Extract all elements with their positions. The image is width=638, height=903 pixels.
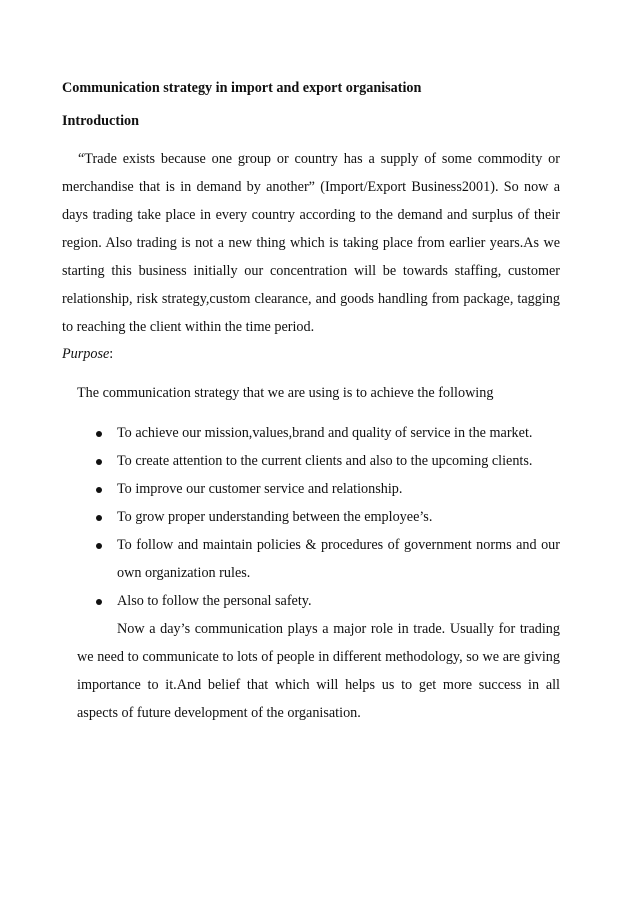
bullet-icon xyxy=(96,459,102,465)
bullet-text: To achieve our mission,values,brand and quality of service in the market. xyxy=(117,425,533,441)
introduction-heading: Introduction xyxy=(62,113,139,129)
bullet-icon xyxy=(96,515,102,521)
list-item xyxy=(77,503,560,531)
purpose-colon: : xyxy=(109,346,114,362)
bullet-text: To grow proper understanding between the employee’s. xyxy=(117,509,433,525)
bullet-text: To follow and maintain policies & procedures of government norms and our own organization rules. xyxy=(117,537,560,581)
closing-paragraph: Now a day’s communication plays a major role in trade. Usually for trading we need to communicate to lots of people in different methodology, so we are giving importance to it.And belief that which will helps us to get more success in all aspects of future development of the organisation. xyxy=(77,621,560,721)
bullet-icon xyxy=(96,431,102,437)
list-item xyxy=(77,531,560,587)
purpose-label: Purpose xyxy=(62,346,110,362)
document-title: Communication strategy in import and export organisation xyxy=(62,80,422,96)
purpose-heading xyxy=(62,345,113,363)
purpose-bullet-list xyxy=(77,419,560,615)
bullet-text: Also to follow the personal safety. xyxy=(117,593,312,609)
bullet-icon xyxy=(96,599,102,605)
list-item xyxy=(77,475,560,503)
introduction-paragraph: “Trade exists because one group or country has a supply of some commodity or merchandise that is in demand by another” (Import/Export Business2001). So now a days trading take place in every country according to the demand and surplus of their region. Also trading is not a new thing which is taking place from earlier years.As we starting this business initially our concentration will be towards staffing, customer relationship, risk strategy,custom clearance, and goods handling from package, tagging to reaching the client within the time period. xyxy=(62,151,560,335)
bullet-text: To create attention to the current clients and also to the upcoming clients. xyxy=(117,453,533,469)
purpose-intro: The communication strategy that we are using is to achieve the following xyxy=(77,385,494,401)
list-item xyxy=(77,587,560,615)
bullet-icon xyxy=(96,543,102,549)
list-item xyxy=(77,419,560,447)
bullet-icon xyxy=(96,487,102,493)
bullet-text: To improve our customer service and relationship. xyxy=(117,481,403,497)
list-item xyxy=(77,447,560,475)
